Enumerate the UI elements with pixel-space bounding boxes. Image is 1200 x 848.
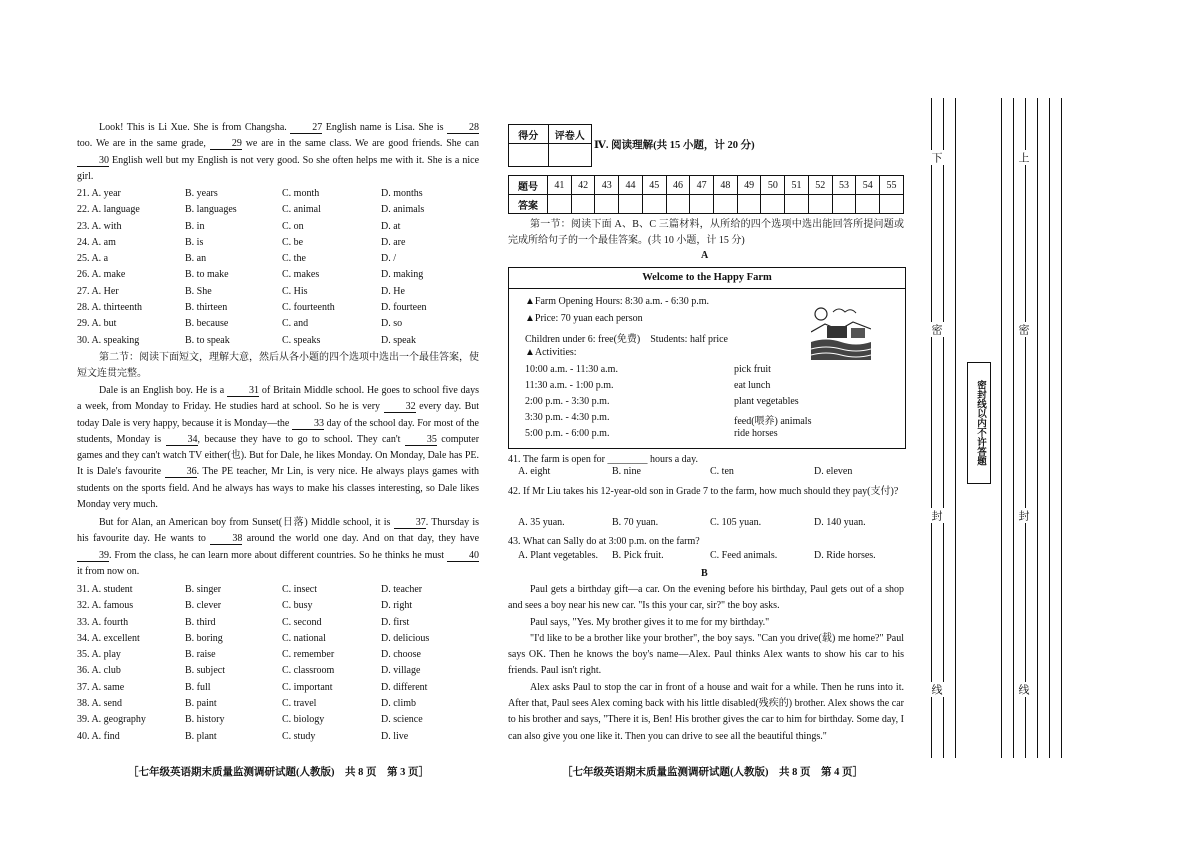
alan-a4: . From the class, he can learn more about different countries. So he thinks he must [109,549,445,561]
answer-cell[interactable] [595,195,619,214]
blank-29[interactable]: 29 [210,138,242,150]
option-c[interactable]: C. ten [710,466,734,477]
option-b[interactable]: B. singer [185,584,222,595]
option-d[interactable]: D. right [381,600,413,612]
binding-label-envelope: 封 [930,510,942,521]
intro-s4: we are in the same class. We are good friends. She can [245,138,479,150]
option-c[interactable]: C. national [282,632,326,644]
option-c[interactable]: C. remember [282,649,335,661]
option-c[interactable]: C. and [282,318,309,330]
option-d[interactable]: D. so [381,318,403,330]
answer-cell[interactable] [880,195,904,214]
option-row [77,696,479,712]
option-c[interactable]: C. classroom [282,665,335,677]
option-c[interactable]: C. fourteenth [282,302,335,314]
option-d[interactable]: D. village [381,665,421,677]
dale-a3: every day. But today Dale is very happy, because it is Monday—the [77,401,480,429]
section1-instruction [508,217,904,250]
option-row [77,267,479,283]
option-row [518,548,904,564]
passage-b [508,582,904,745]
option-c[interactable]: C. biology [282,714,325,726]
activity-name: pick fruit [734,364,771,375]
blank-27[interactable]: 27 [290,122,322,134]
option-d[interactable]: D. fourteen [381,302,427,314]
farm-price: ▲Price: 70 yuan each person [525,313,643,324]
binding-label-seal: 密 [930,324,942,335]
option-c[interactable]: C. His [282,285,308,297]
answer-number: 47 [690,176,714,195]
dale-a2: of Britain Middle school. He goes to school five days a week, from Monday to Friday. He studies hard at school. So he is very [77,385,479,413]
activity-time: 3:30 p.m. - 4:30 p.m. [525,412,610,423]
option-d[interactable]: D. science [381,714,423,726]
answer-number: 43 [595,176,619,195]
answer-number: 55 [880,176,904,195]
option-row [77,235,479,251]
q43-options [518,548,904,564]
option-b[interactable]: B. 70 yuan. [612,517,659,528]
option-a[interactable]: 26. A. make [77,269,126,281]
blank-36[interactable]: 36 [165,466,197,478]
options-31-40 [77,582,479,745]
answer-cell[interactable] [571,195,595,214]
answer-number: 44 [619,176,643,195]
option-b[interactable]: B. nine [612,466,641,477]
part4-title: Ⅳ. 阅读理解(共 15 小题，计 20 分) [594,140,755,151]
binding-label-line: 线 [1017,684,1029,695]
activity-name: ride horses [734,428,778,439]
binding-label-bottom: 下 [930,152,942,163]
binding-line [1061,98,1062,758]
option-a[interactable]: 39. A. geography [77,714,146,726]
option-d[interactable]: D. delicious [381,632,430,644]
answer-cell[interactable] [714,195,738,214]
answer-number: 52 [808,176,832,195]
option-row [77,202,479,218]
alan-a5: it from now on. [77,565,140,577]
answer-cell[interactable] [808,195,832,214]
option-c[interactable]: C. travel [282,698,317,710]
option-a[interactable]: 35. A. play [77,649,121,661]
option-b[interactable]: B. is [185,236,204,248]
option-b[interactable]: B. languages [185,204,237,216]
option-c[interactable]: C. important [282,681,333,693]
option-c[interactable]: C. makes [282,269,320,281]
no-answer-notice: 密封线以内不许答题 [967,362,991,484]
activity-name: eat lunch [734,380,771,391]
option-row [77,333,479,349]
option-d[interactable]: D. eleven [814,466,853,477]
option-a[interactable]: 32. A. famous [77,600,134,612]
option-d[interactable]: D. are [381,236,406,248]
blank-28[interactable]: 28 [447,122,479,134]
page-footer-right: ［七年级英语期末质量监测调研试题(人教版) 共 8 页 第 4 页］ [562,767,863,778]
option-d[interactable]: D. animals [381,204,425,216]
answer-number: 49 [737,176,761,195]
blank-30[interactable]: 30 [77,155,109,167]
score-label: 得分 [509,125,549,144]
option-b[interactable]: B. to speak [185,334,230,346]
option-c[interactable]: C. animal [282,204,321,216]
activity-time: 2:00 p.m. - 3:30 p.m. [525,396,610,407]
dale-passage [77,383,479,513]
answer-number-row [509,176,904,195]
activity-time: 5:00 p.m. - 6:00 p.m. [525,428,610,439]
option-a[interactable]: 28. A. thirteenth [77,302,142,314]
option-b[interactable]: B. clever [185,600,222,612]
option-row [518,515,904,531]
option-b[interactable]: B. raise [185,649,216,661]
answer-cell[interactable] [690,195,714,214]
answer-number: 51 [785,176,809,195]
dale-a1: Dale is an English boy. He is a [99,385,225,396]
blank-38[interactable]: 38 [210,533,242,545]
answer-cell[interactable] [666,195,690,214]
activity-name: feed(喂养) animals [734,416,812,427]
option-row [77,598,479,614]
option-d[interactable]: D. Ride horses. [814,550,876,561]
story-paragraph: Paul gets a birthday gift—a car. On the evening before his birthday, Paul gets out of a shop and sees a boy near his new car. "Is this your car, sir?" the boy asks. [508,584,904,612]
answer-number: 48 [714,176,738,195]
option-a[interactable]: 24. A. am [77,236,116,248]
option-row [77,186,479,202]
option-a[interactable]: 36. A. club [77,665,121,677]
option-a[interactable]: 37. A. same [77,681,125,693]
intro-passage [77,120,479,185]
option-d[interactable]: D. teacher [381,584,423,595]
option-a[interactable]: 25. A. a [77,253,109,265]
story-paragraph: "I'd like to be a brother like your brother", the boy says. "Can you drive(载) me home?" Paul says OK. Then he knows the boy's name—Alex. Paul thinks Alex wants to show his car to his friends. Paul isn't right. [508,632,904,677]
option-d[interactable]: D. / [381,253,396,265]
answer-number: 41 [548,176,572,195]
answer-cell[interactable] [856,195,880,214]
dale-a5: , because they have to go to school. They can't [197,433,401,445]
option-b[interactable]: B. full [185,681,211,693]
blank-40[interactable]: 40 [447,550,479,562]
option-a[interactable]: 38. A. send [77,698,122,710]
answer-label: 答案 [509,195,548,214]
option-row [77,300,479,316]
option-a[interactable]: 27. A. Her [77,285,119,297]
option-b[interactable]: B. third [185,616,216,628]
binding-line [943,98,944,758]
option-a[interactable]: 40. A. find [77,730,120,742]
option-c[interactable]: C. speaks [282,334,321,346]
option-row [77,219,479,235]
option-c[interactable]: C. on [282,220,304,232]
option-d[interactable]: D. different [381,681,428,693]
q41-stem: 41. The farm is open for ________ hours a day. [508,454,698,465]
blank-34[interactable]: 34 [166,434,198,446]
farm-hours: ▲Farm Opening Hours: 8:30 a.m. - 6:30 p.m. [525,296,710,307]
option-b[interactable]: B. to make [185,269,229,281]
intro-s2: English name is Lisa. She is [325,122,444,133]
farm-illustration [811,302,871,360]
binding-label-line: 线 [930,684,942,695]
answer-input-row [509,195,904,214]
option-row [77,663,479,679]
option-d[interactable]: D. 140 yuan. [814,517,866,528]
answer-cell[interactable] [548,195,572,214]
blank-32[interactable]: 32 [384,401,416,413]
answer-number: 46 [666,176,690,195]
option-a[interactable]: 29. A. but [77,318,117,330]
option-a[interactable]: 23. A. with [77,220,122,232]
answer-number: 42 [571,176,595,195]
option-d[interactable]: D. choose [381,649,421,661]
activity-time: 10:00 a.m. - 11:30 a.m. [525,364,618,375]
option-b[interactable]: B. years [185,188,218,199]
binding-line [955,98,956,758]
score-box [508,124,592,167]
passage-b-label: B [701,568,708,579]
binding-line [1049,98,1050,758]
grader-label: 评卷人 [548,125,591,144]
activity-name: plant vegetables [734,396,799,407]
option-c[interactable]: C. study [282,730,316,742]
activity-time: 11:30 a.m. - 1:00 p.m. [525,380,614,391]
binding-label-envelope: 封 [1017,510,1029,521]
q41-options [518,464,904,480]
option-c[interactable]: C. busy [282,600,313,612]
option-row [77,316,479,332]
option-b[interactable]: B. subject [185,665,225,677]
option-a[interactable]: 22. A. language [77,204,140,216]
option-d[interactable]: D. speak [381,334,416,346]
option-d[interactable]: D. at [381,220,401,232]
option-row [77,680,479,696]
option-a[interactable]: A. 35 yuan. [518,517,565,528]
option-d[interactable]: D. He [381,285,405,297]
binding-label-seal: 密 [1017,324,1029,335]
option-c[interactable]: C. second [282,616,322,628]
q42-stem [508,484,904,500]
section1-text: 第一节：阅读下面 A、B、C 三篇材料，从所给的四个选项中选出能回答所提问题或完成所给句子的一个最佳答案。(共 10 小题，计 15 分) [508,219,904,247]
score-cell[interactable] [509,144,549,167]
option-b[interactable]: B. paint [185,698,217,710]
option-row [77,712,479,728]
dale-a7: . The PE teacher, Mr Lin, is very nice. He always plays games with students on the sports field. And he always has ways to make his classes interesting, so Dale likes Monday very much. [77,466,479,511]
q42-text: 42. If Mr Liu takes his 12-year-old son in Grade 7 to the farm, how much should they pay(支付)? [508,486,899,497]
dale-a4: day of the school day. For most of the students, Monday is [77,417,479,445]
q42-options [518,515,904,531]
option-row [77,615,479,631]
option-c[interactable]: C. Feed animals. [710,550,778,561]
answer-cell[interactable] [642,195,666,214]
alan-passage [77,515,479,580]
blank-31[interactable]: 31 [227,385,259,397]
option-c[interactable]: C. the [282,253,306,265]
blank-39[interactable]: 39 [77,550,109,562]
grader-cell[interactable] [548,144,591,167]
blank-35[interactable]: 35 [405,434,437,446]
option-d[interactable]: D. live [381,730,409,742]
option-row [518,464,904,480]
answer-number: 45 [642,176,666,195]
alan-a3: around the world one day. And on that day, they have [246,533,480,545]
option-row [77,631,479,647]
option-d[interactable]: D. making [381,269,424,281]
option-row [77,647,479,663]
option-a[interactable]: 30. A. speaking [77,334,140,346]
option-c[interactable]: C. month [282,188,320,199]
answer-cell[interactable] [761,195,785,214]
option-row [77,251,479,267]
option-a[interactable]: 31. A. student [77,584,133,595]
binding-label-top: 上 [1017,152,1029,163]
answer-row-label: 题号 [509,176,548,195]
farm-activities-label: ▲Activities: [525,347,577,358]
section2-instruction [77,350,479,383]
answer-cell[interactable] [832,195,856,214]
answer-grid [508,175,904,214]
farm-notice [508,267,906,449]
alan-a2: . Thursday is his favourite day. He wants to [77,517,479,545]
option-a[interactable]: 34. A. excellent [77,632,140,644]
option-b[interactable]: B. history [185,714,225,726]
option-a[interactable]: 33. A. fourth [77,616,129,628]
option-a[interactable]: 21. A. year [77,188,121,199]
passage-a-label: A [701,250,709,261]
option-a[interactable]: A. eight [518,466,551,477]
story-paragraph: Paul says, "Yes. My brother gives it to me for my birthday." [530,616,770,628]
option-d[interactable]: D. climb [381,698,416,710]
option-d[interactable]: D. first [381,616,410,628]
answer-number: 54 [856,176,880,195]
binding-line [1001,98,1002,758]
option-c[interactable]: C. 105 yuan. [710,517,762,528]
intro-s5: English well but my English is not very good. So she often helps me with it. She is a nice girl. [77,154,480,182]
binding-line [1037,98,1038,758]
answer-cell[interactable] [737,195,761,214]
option-row [77,729,479,745]
intro-s1: Look! This is Li Xue. She is from Changsha. [99,122,287,133]
story-paragraph: Alex asks Paul to stop the car in front of a house and wait for a while. Then he runs into it. After that, Paul sees Alex coming back with his little disabled(残疾的) brother. Alex shows the car to his brother and says, "There it is, Ben! His brother gives the car to him for birthday. Some day, I can also give you one like it. Then you can drive to see all the beautiful things." [508,681,904,742]
answer-number: 53 [832,176,856,195]
alan-a1: But for Alan, an American boy from Sunset(日落) Middle school, it is [99,517,391,528]
binding-line [1013,98,1014,758]
option-row [77,284,479,300]
option-b[interactable]: B. Pick fruit. [612,550,664,561]
answer-cell[interactable] [619,195,643,214]
blank-33[interactable]: 33 [292,418,324,430]
options-21-30 [77,186,479,349]
binding-line [1025,98,1026,758]
option-row [77,582,479,598]
page-footer-left: ［七年级英语期末质量监测调研试题(人教版) 共 8 页 第 3 页］ [128,767,429,778]
q43-stem: 43. What can Sally do at 3:00 p.m. on the farm? [508,536,700,547]
option-b[interactable]: B. She [185,285,212,297]
farm-children: Children under 6: free(免费) Students: half price [525,334,728,345]
binding-line [931,98,932,758]
section2-text: 第二节：阅读下面短文，理解大意，然后从各小题的四个选项中选出一个最佳答案，使短文连贯完整。 [77,352,479,380]
option-b[interactable]: B. because [185,318,229,330]
option-b[interactable]: B. thirteen [185,302,228,314]
blank-37[interactable]: 37 [394,517,426,529]
dale-a6: computer games and they can't watch TV either(也). But for Dale, he likes Monday. On Monday, Dale has PE. It is Dale's favourite [77,433,480,478]
option-b[interactable]: B. plant [185,730,217,742]
answer-number: 50 [761,176,785,195]
farm-title: Welcome to the Happy Farm [509,268,905,289]
option-a[interactable]: A. Plant vegetables. [518,550,598,561]
option-c[interactable]: C. insect [282,584,317,595]
intro-s3: too. We are in the same grade, [77,138,206,150]
option-b[interactable]: B. boring [185,632,223,644]
option-d[interactable]: D. months [381,188,423,199]
option-c[interactable]: C. be [282,236,304,248]
option-b[interactable]: B. in [185,220,205,232]
answer-cell[interactable] [785,195,809,214]
option-b[interactable]: B. an [185,253,207,265]
